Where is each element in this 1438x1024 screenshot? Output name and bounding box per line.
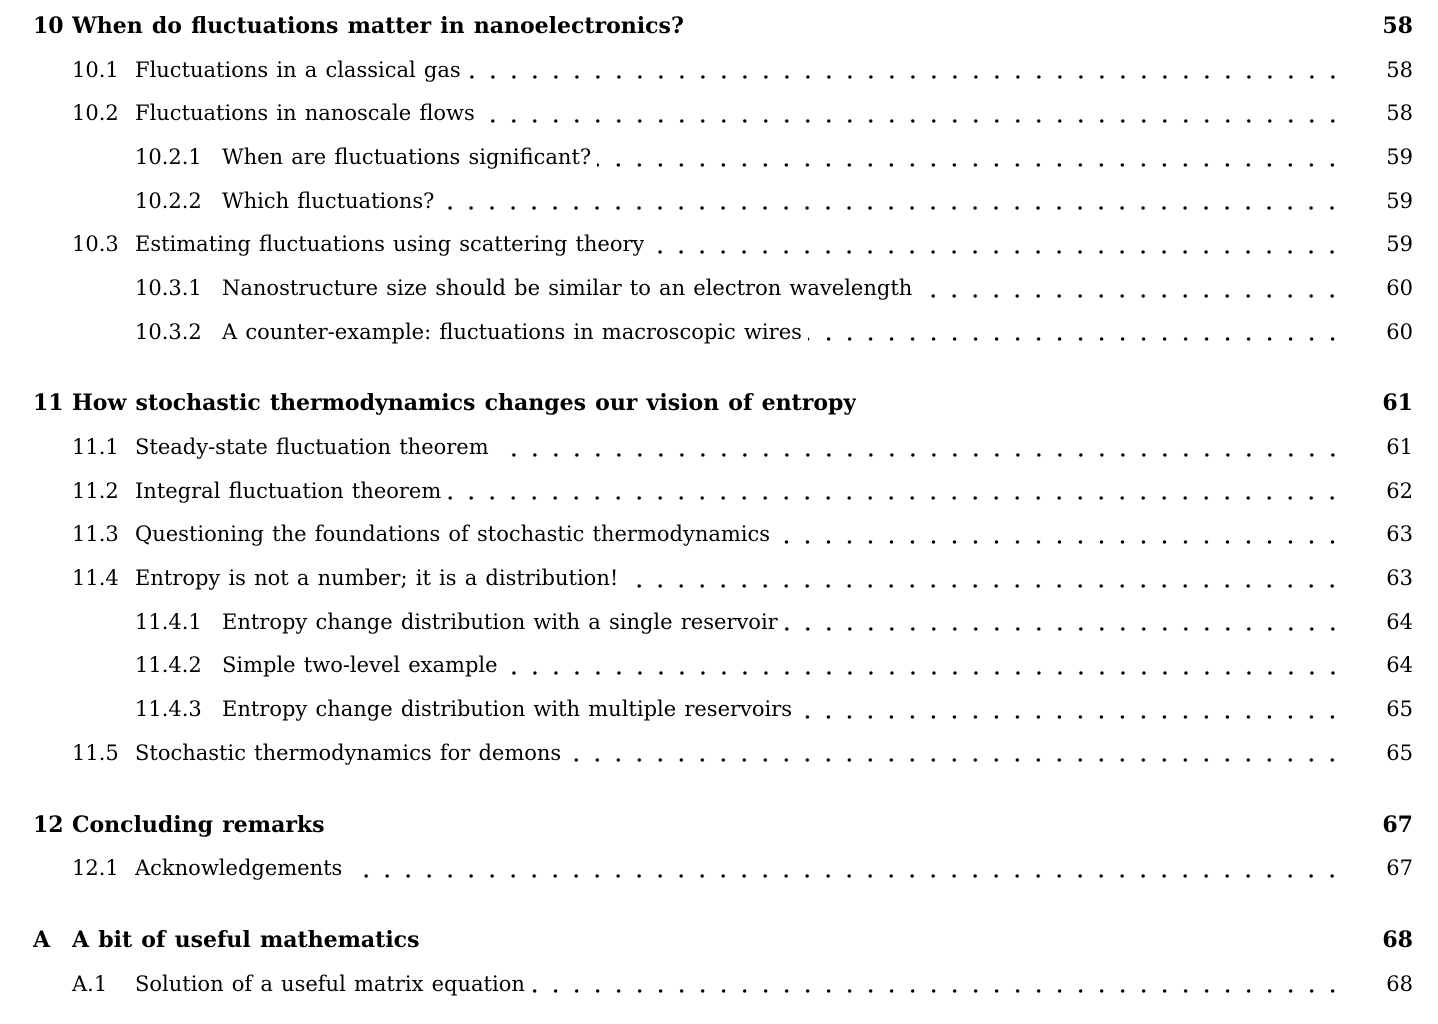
toc-entry-page: 68 — [1386, 971, 1413, 996]
toc-entry-number: 11.4.2 — [135, 653, 202, 678]
toc-row-10.1[interactable] — [33, 49, 1413, 93]
toc-row-11.2[interactable] — [33, 470, 1413, 514]
dot-leader — [776, 513, 1343, 557]
dot-leader — [784, 601, 1343, 645]
toc-entry-page: 59 — [1386, 188, 1413, 213]
toc-entry-title: Estimating fluctuations using scattering theory — [135, 232, 645, 257]
toc-entry-number: 10.2.2 — [135, 188, 202, 213]
toc-entry-title: Simple two-level example — [222, 653, 498, 678]
dot-leader — [447, 470, 1343, 514]
dot-leader — [918, 267, 1343, 311]
toc-entry-title: Integral fluctuation theorem — [135, 478, 442, 503]
dot-leader — [567, 732, 1343, 776]
toc-entry-title: When are fluctuations significant? — [222, 144, 592, 169]
toc-entry-number: 12 — [33, 811, 64, 838]
toc-row-10[interactable] — [33, 5, 1413, 49]
dot-leader — [808, 311, 1343, 355]
dot-leader — [597, 136, 1343, 180]
toc-entry-number: 11.2 — [72, 478, 119, 503]
toc-entry-title: Entropy change distribution with multiple reservoirs — [222, 697, 793, 722]
toc-row-10.2.1[interactable] — [33, 136, 1413, 180]
toc-entry-page: 67 — [1386, 856, 1413, 881]
toc-row-11.3[interactable] — [33, 513, 1413, 557]
toc-entry-title: Entropy change distribution with a single reservoir — [222, 609, 778, 634]
toc-entry-title: Which fluctuations? — [222, 188, 435, 213]
toc-entry-page: 68 — [1382, 927, 1413, 954]
toc-entry-number: 11.1 — [72, 435, 119, 460]
dot-leader — [862, 382, 1343, 426]
toc-entry-number: 10 — [33, 13, 64, 39]
toc-row-12[interactable] — [33, 804, 1413, 848]
toc-entry-number: 12.1 — [72, 856, 119, 881]
dot-leader — [624, 557, 1343, 601]
toc-entry-title: A counter-example: fluctuations in macroscopic wires — [222, 319, 802, 344]
dot-leader — [348, 847, 1343, 891]
toc-entry-page: 64 — [1386, 653, 1413, 678]
toc-row-A.1[interactable] — [33, 963, 1413, 1007]
toc-entry-number: 11.4 — [72, 566, 119, 591]
toc-entry-title: When do fluctuations matter in nanoelectronics? — [72, 13, 684, 39]
toc-row-10.3[interactable] — [33, 223, 1413, 267]
toc-entry-title: Questioning the foundations of stochastic thermodynamics — [135, 522, 771, 547]
toc-entry-number: 10.3.2 — [135, 319, 202, 344]
toc-entry-page: 59 — [1386, 144, 1413, 169]
toc-row-11.4[interactable] — [33, 557, 1413, 601]
toc-entry-page: 58 — [1382, 13, 1413, 39]
dot-leader — [798, 688, 1343, 732]
toc-entry-title: Solution of a useful matrix equation — [135, 971, 525, 996]
toc-entry-title: Fluctuations in a classical gas — [135, 57, 461, 82]
toc-entry-number: 11.3 — [72, 522, 119, 547]
toc-entry-page: 60 — [1386, 319, 1413, 344]
toc-row-10.2.2[interactable] — [33, 180, 1413, 224]
toc-entry-page: 63 — [1386, 566, 1413, 591]
toc-entry-title: Steady-state fluctuation theorem — [135, 435, 489, 460]
toc-row-10.2[interactable] — [33, 92, 1413, 136]
dot-leader — [331, 804, 1343, 848]
toc-entry-title: Concluding remarks — [72, 811, 325, 838]
toc-row-11[interactable] — [33, 382, 1413, 426]
dot-leader — [531, 963, 1343, 1007]
toc-entry-page: 58 — [1386, 101, 1413, 126]
dot-leader — [481, 92, 1343, 136]
toc-entry-page: 61 — [1382, 390, 1413, 417]
toc-entry-number: 10.3.1 — [135, 275, 202, 300]
toc-entry-title: Stochastic thermodynamics for demons — [135, 740, 562, 765]
toc-entry-page: 58 — [1386, 57, 1413, 82]
toc-entry-page: 61 — [1386, 435, 1413, 460]
toc-entry-number: 10.2.1 — [135, 144, 202, 169]
dot-leader — [650, 223, 1343, 267]
toc-row-A[interactable] — [33, 919, 1413, 963]
toc-entry-title: How stochastic thermodynamics changes our vision of entropy — [72, 390, 857, 417]
toc-entry-page: 67 — [1382, 811, 1413, 838]
toc-row-11.4.2[interactable] — [33, 644, 1413, 688]
toc-entry-number: 11.4.3 — [135, 697, 202, 722]
toc-row-11.1[interactable] — [33, 426, 1413, 470]
toc-row-11.4.3[interactable] — [33, 688, 1413, 732]
toc-entry-number: 11.4.1 — [135, 609, 202, 634]
toc-entry-number: 10.2 — [72, 101, 119, 126]
dot-leader — [425, 919, 1343, 963]
toc-row-12.1[interactable] — [33, 847, 1413, 891]
toc-entry-page: 65 — [1386, 740, 1413, 765]
dot-leader — [690, 5, 1343, 49]
toc-entry-title: Entropy is not a number; it is a distribution! — [135, 566, 619, 591]
toc-row-11.4.1[interactable] — [33, 601, 1413, 645]
toc-row-10.3.1[interactable] — [33, 267, 1413, 311]
toc-entry-number: 10.1 — [72, 57, 119, 82]
toc-entry-title: Nanostructure size should be similar to an electron wavelength — [222, 275, 913, 300]
toc-entry-page: 65 — [1386, 697, 1413, 722]
toc-entry-page: 59 — [1386, 232, 1413, 257]
toc-entry-title: A bit of useful mathematics — [72, 927, 420, 954]
dot-leader — [467, 49, 1343, 93]
toc-row-10.3.2[interactable] — [33, 311, 1413, 355]
toc-entry-title: Acknowledgements — [135, 856, 343, 881]
dot-leader — [495, 426, 1343, 470]
toc-entry-title: Fluctuations in nanoscale flows — [135, 101, 475, 126]
toc-entry-number: 10.3 — [72, 232, 119, 257]
dot-leader — [440, 180, 1343, 224]
toc-entry-page: 64 — [1386, 609, 1413, 634]
toc-entry-page: 60 — [1386, 275, 1413, 300]
toc-entry-number: 11.5 — [72, 740, 119, 765]
toc-entry-number: A.1 — [72, 971, 108, 996]
toc-entry-number: A — [33, 927, 51, 954]
dot-leader — [504, 644, 1343, 688]
toc-entry-number: 11 — [33, 390, 64, 417]
toc-row-11.5[interactable] — [33, 732, 1413, 776]
toc-entry-page: 62 — [1386, 478, 1413, 503]
toc-entry-page: 63 — [1386, 522, 1413, 547]
